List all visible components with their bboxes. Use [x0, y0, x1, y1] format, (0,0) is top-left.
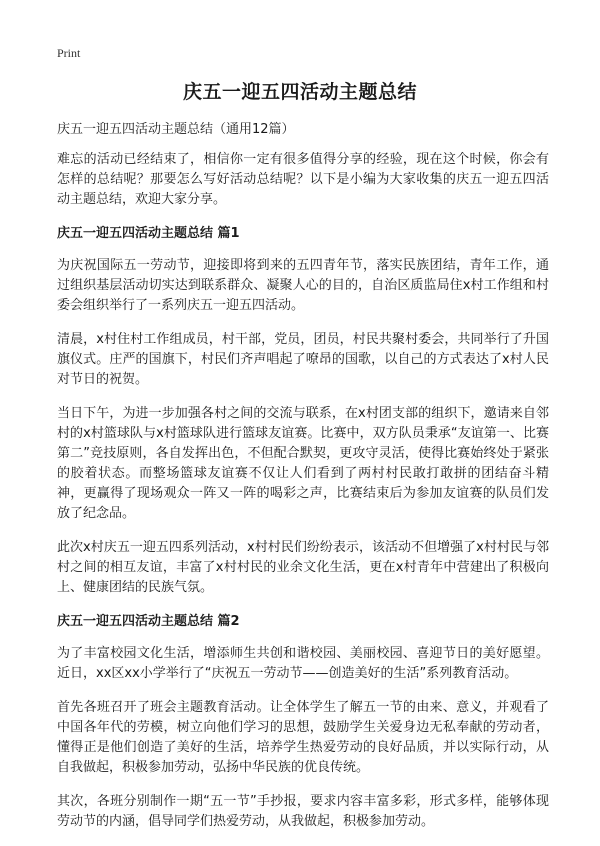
section-1-paragraph-2: 清晨，x村住村工作组成员，村干部，党员，团员，村民共聚村委会，共同举行了升国旗仪式。庄严的国旗下，村民们齐声唱起了嘹昂的国歌，以自己的方式表达了x村人民对节日的祝贺。	[57, 332, 549, 387]
section-1-paragraph-4: 此次x村庆五一迎五四系列活动，x村村民们纷纷表示，该活动不但增强了x村村民与邻村之间的相互友谊，丰富了x村村民的业余文化生活，更在x村青年中营建出了积极向上、健康团结的民族气氛。	[57, 540, 549, 595]
document-subtitle: 庆五一迎五四活动主题总结（通用12篇）	[57, 122, 295, 137]
intro-paragraph: 难忘的活动已经结束了，相信你一定有很多值得分享的经验，现在这个时候，你会有怎样的总结呢？那要怎么写好活动总结呢？以下是小编为大家收集的庆五一迎五四活动主题总结，欢迎大家分享。	[57, 152, 549, 207]
print-label: Print	[57, 46, 81, 60]
section-1-paragraph-3: 当日下午，为进一步加强各村之间的交流与联系，在x村团支部的组织下，邀请来自邻村的x村篮球队与x村篮球队进行篮球友谊赛。比赛中，双方队员秉承“友谊第一、比赛第二”竞技原则，各自发挥出色，不但配合默契，更攻守灵活，使得比赛始终处于紧张的胶着状态。而整场篮球友谊赛不仅让人们看到了两村村民敢打敢拼的团结奋斗精神，更赢得了现场观众一阵又一阵的喝彩之声，比赛结束后为参加友谊赛的队员们发放了纪念品。	[57, 406, 549, 521]
document-title: 庆五一迎五四活动主题总结	[182, 81, 417, 103]
section-2-paragraph-2: 首先各班召开了班会主题教育活动。让全体学生了解五一节的由来、意义，并观看了中国各年代的劳模，树立向他们学习的思想，鼓励学生关爱身边无私奉献的劳动者，懂得正是他们创造了美好的生活，培养学生热爱劳动的良好品质，并以实际行动，从自我做起，积极参加劳动，弘扬中华民族的优良传统。	[57, 700, 549, 775]
document-body	[57, 120, 549, 846]
section-heading-2: 庆五一迎五四活动主题总结 篇2	[57, 614, 240, 629]
section-2-paragraph-1: 为了丰富校园文化生活，增添师生共创和谐校园、美丽校园、喜迎节日的美好愿望。近日，xx区xx小学举行了“庆祝五一劳动节——创造美好的生活”系列教育活动。	[57, 646, 549, 681]
section-1-paragraph-1: 为庆祝国际五一劳动节，迎接即将到来的五四青年节，落实民族团结，青年工作，通过组织基层活动切实达到联系群众、凝聚人心的目的，自治区质监局住x村工作组和村委会组织举行了一系列庆五一迎五四活动。	[57, 258, 549, 313]
section-2-paragraph-3: 其次，各班分别制作一期“五一节”手抄报，要求内容丰富多彩，形式多样，能够体现劳动节的内涵，倡导同学们热爱劳动，从我做起，积极参加劳动。	[57, 794, 549, 829]
section-heading-1: 庆五一迎五四活动主题总结 篇1	[57, 226, 240, 241]
